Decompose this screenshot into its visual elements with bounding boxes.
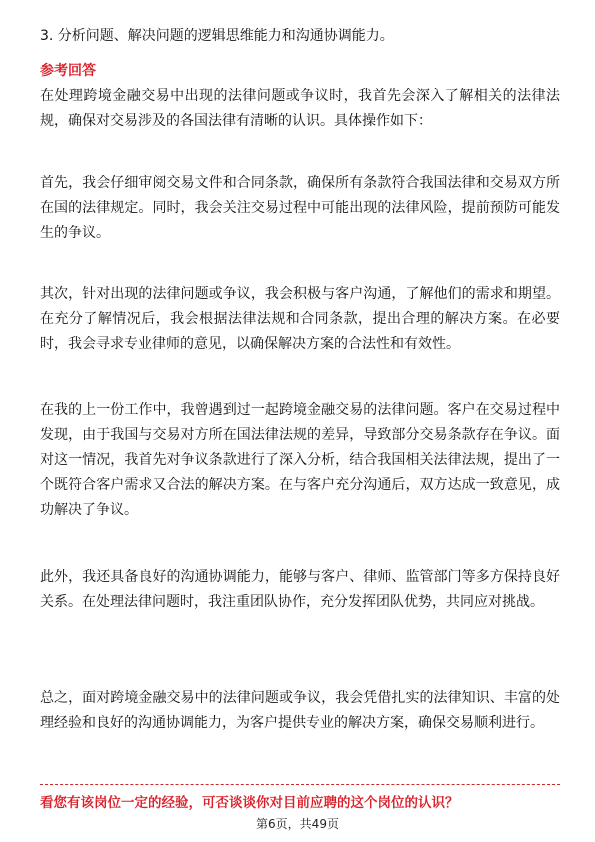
answer-paragraph-4: 在我的上一份工作中，我曾遇到过一起跨境金融交易的法律问题。客户在交易过程中发现，由于我国与交易对方所在国法律法规的差异，导致部分交易条款存在争议。面对这一情况，我首先对争议条款进行了深入分析，结合我国相关法律法规，提出了一个既符合客户需求又合法的解决方案。在与客户充分沟通后，双方达成一致意见，成功解决了争议。 — [40, 402, 560, 518]
answer-paragraph-6: 总之，面对跨境金融交易中的法律问题或争议，我会凭借扎实的法律知识、丰富的处理经验和良好的沟通协调能力，为客户提供专业的解决方案，确保交易顺利进行。 — [40, 690, 560, 731]
answer-paragraph-2: 首先，我会仔细审阅交易文件和合同条款，确保所有条款符合我国法律和交易双方所在国的法律规定。同时，我会关注交易过程中可能出现的法律风险，提前预防可能发生的争议。 — [40, 175, 560, 241]
section-divider — [40, 784, 560, 785]
answer-paragraph-5: 此外，我还具备良好的沟通协调能力，能够与客户、律师、监管部门等多方保持良好关系。在处理法律问题时，我注重团队协作，充分发挥团队优势，共同应对挑战。 — [40, 569, 560, 610]
page-number: 第6页，共49页 — [256, 817, 339, 831]
answer-paragraph-1: 在处理跨境金融交易中出现的法律问题或争议时，我首先会深入了解相关的法律法规，确保对交易涉及的各国法律有清晰的认识。具体操作如下： — [40, 88, 560, 129]
reference-answer-label: 参考回答 — [40, 63, 96, 79]
next-question: 看您有该岗位一定的经验，可否谈谈你对目前应聘的这个岗位的认识？ — [40, 795, 459, 811]
answer-paragraph-3: 其次，针对出现的法律问题或争议，我会积极与客户沟通，了解他们的需求和期望。在充分了解情况后，我会根据法律法规和合同条款，提出合理的解决方案。在必要时，我会寻求专业律师的意见，以确保解决方案的合法性和有效性。 — [40, 286, 560, 352]
question-heading: 3. 分析问题、解决问题的逻辑思维能力和沟通协调能力。 — [40, 28, 394, 44]
